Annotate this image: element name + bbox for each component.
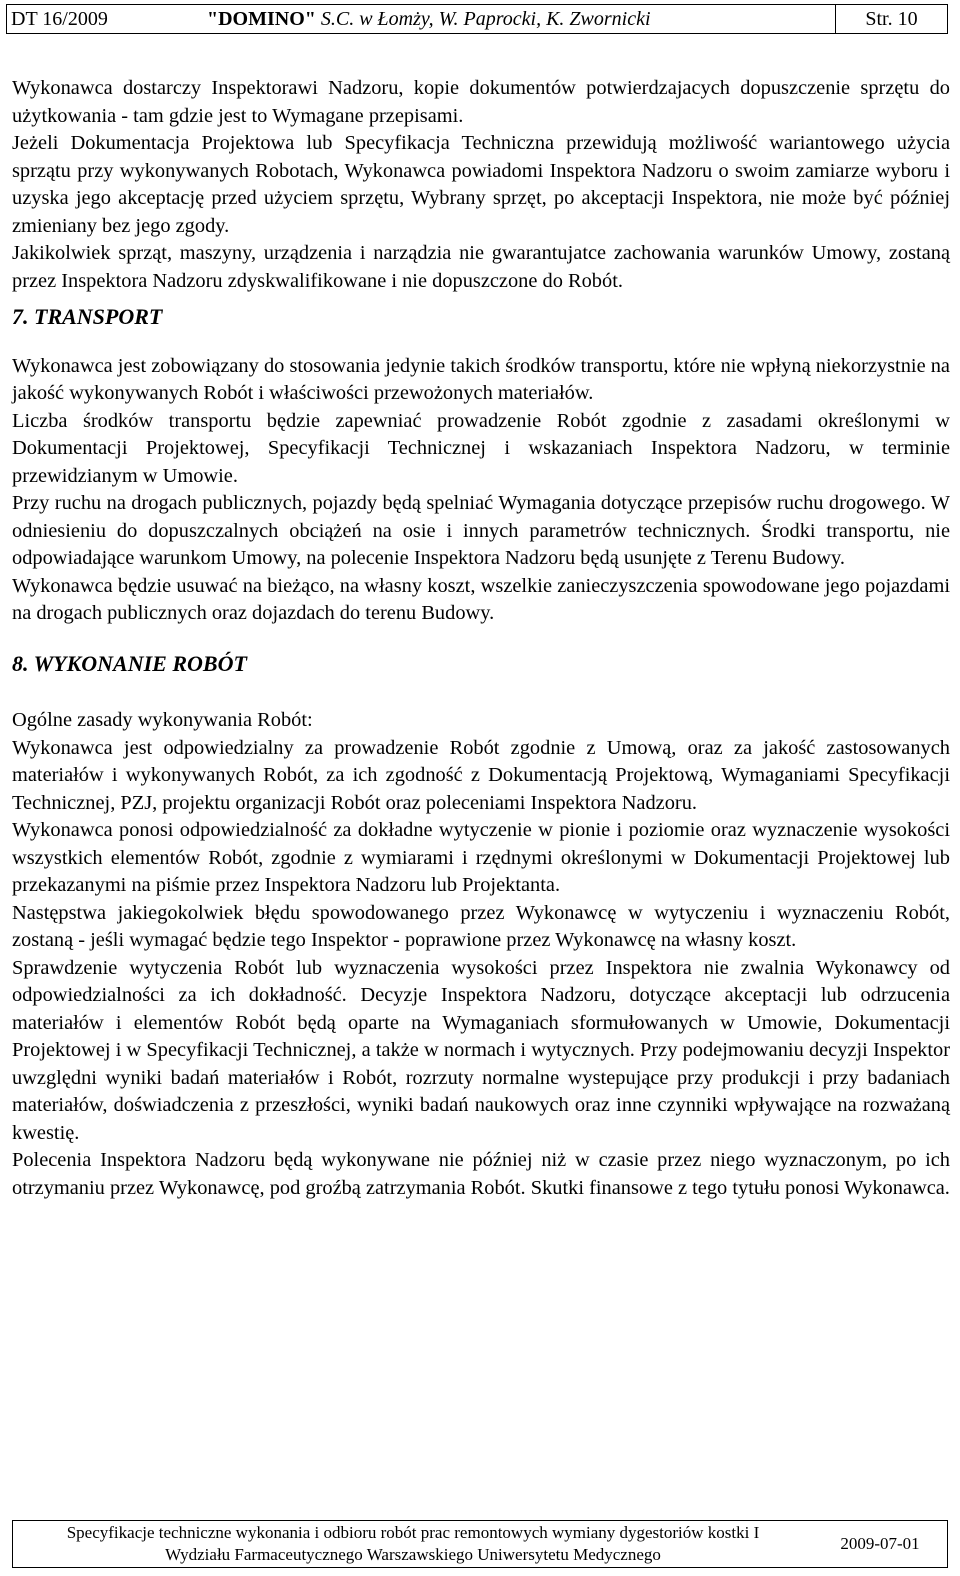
- page-footer: [12, 1520, 948, 1568]
- paragraph: Przy ruchu na drogach publicznych, pojazdy będą spelniać Wymagania dotyczące przepisów ruchu drogowego. W odniesieniu do dopuszczalnych obciążeń na osie i innych parametrów technicznych. Środki transportu, nie odpowiadające warunkom Umowy, na polecenie Inspektora Nadzoru będą usunjęte z Terenu Budowy.: [12, 492, 950, 569]
- paragraph: Ogólne zasady wykonywania Robót:: [12, 709, 313, 731]
- paragraph: Polecenia Inspektora Nadzoru będą wykonywane nie później niż w czasie przez niego wyznaczonym, po ich otrzymaniu przez Wykonawcę, pod groźbą zatrzymania Robót. Skutki finansowe z tego tytułu ponosi Wykonawca.: [12, 1149, 950, 1199]
- page-header: [6, 4, 948, 34]
- footer-title: [13, 1521, 813, 1567]
- paragraph: Wykonawca jest zobowiązany do stosowania jedynie takich środków transportu, które nie wpłyną niekorzystnie na jakość wykonywanych Robót i właściwości przewożonych materiałów.: [12, 354, 950, 404]
- paragraph: Wykonawca dostarczy Inspektorawi Nadzoru, kopie dokumentów potwierdzajacych dopuszczenie sprzętu do użytkowania - tam gdzie jest to Wymagane przepisami.: [12, 77, 950, 127]
- paragraph: Następstwa jakiegokolwiek błędu spowodowanego przez Wykonawcę w wytyczeniu i wyznaczeniu Robót, zostaną - jeśli wymagać będzie tego Inspektor - poprawione przez Wykonawcę na własny koszt.: [12, 901, 950, 951]
- paragraph: Wykonawca jest odpowiedzialny za prowadzenie Robót zgodnie z Umową, oraz za jakość zastosowanych materiałów i wykonywanych Robót, za ich zgodność z Dokumentacją Projektową, Wymaganiami Specyfikacji Technicznej, PZJ, projektu organizacji Robót oraz poleceniami Inspektora Nadzoru.: [12, 736, 950, 814]
- paragraph: Wykonawca ponosi odpowiedzialność za dokładne wytyczenie w pionie i poziomie oraz wyznaczenie wysokości wszystkich elementów Robót, zgodnie z wymiarami i rzędnymi określonymi w Dokumentacji Projektowej lub przekazanymi na piśmie przez Inspektora Nadzoru lub Projektanta.: [12, 819, 950, 896]
- company-quoted-name: "DOMINO": [207, 7, 316, 30]
- footer-line-2: Wydziału Farmaceutycznego Warszawskiego Uniwersytetu Medycznego: [165, 1545, 661, 1564]
- paragraph: Wykonawca będzie usuwać na bieżąco, na własny koszt, wszelkie zanieczyszczenia spowodowane jego pojazdami na drogach publicznych oraz dojazdach do terenu Budowy.: [12, 574, 950, 624]
- company-rest: S.C. w Łomży, W. Paprocki, K. Zwornicki: [315, 7, 651, 30]
- footer-date: 2009-07-01: [840, 1534, 920, 1553]
- company-name: [201, 8, 835, 31]
- paragraph: Sprawdzenie wytyczenia Robót lub wyznaczenia wysokości przez Inspektora nie zwalnia Wykonawcy od odpowiedzialności za ich dokładność. Decyzje Inspektora Nadzoru, dotyczące akceptacji lub odrzucenia materiałów i elementów Robót będą oparte na Wymaganiach sformułowanych w Umowie, Dokumentacji Projektowej i w Specyfikacji Technicznej, a także w normach i wytycznych. Przy podejmowaniu decyzji Inspektor uwzględni wyniki badań materiałów i Robót, rozrzuty normalne wystepujące przy produkcji i przy badaniach materiałów, doświadczenia z przeszłości, wyniki badań naukowych oraz inne czynniki wpływające na rozważaną kwestię.: [12, 956, 950, 1144]
- paragraph: Liczba środków transportu będzie zapewniać prowadzenie Robót zgodnie z zasadami określonymi w Dokumentacji Projektowej, Specyfikacji Technicznej i wskazaniach Inspektora Nadzoru, w terminie przewidzianym w Umowie.: [12, 409, 950, 487]
- section-heading-transport: 7. TRANSPORT: [12, 304, 163, 329]
- section-heading-wykonanie-robot: 8. WYKONANIE ROBÓT: [12, 650, 247, 676]
- footer-line-1: Specyfikacje techniczne wykonania i odbioru robót prac remontowych wymiany dygestoriów kostki I: [66, 1523, 760, 1542]
- paragraph: Jeżeli Dokumentacja Projektowa lub Specyfikacja Techniczna przewidują możliwość wariantowego użycia sprzątu przy wykonywanych Robotach, Wykonawca powiadomi Inspektora Nadzoru o swoim zamiarze wyboru i uzyska jego akceptację przed użyciem sprzętu, Wybrany sprzęt, po akceptacji Inspektora, nie może być później zmieniany bez jego zgody.: [12, 132, 950, 237]
- paragraph: Jakikolwiek sprząt, maszyny, urządzenia i narządzia nie gwarantujatce zachowania warunków Umowy, zostaną przez Inspektora Nadzoru zdyskwalifikowane i nie dopuszczone do Robót.: [12, 242, 950, 292]
- document-body: [12, 75, 950, 1202]
- page-number: Str. 10: [835, 5, 947, 33]
- document-code: DT 16/2009: [11, 7, 108, 30]
